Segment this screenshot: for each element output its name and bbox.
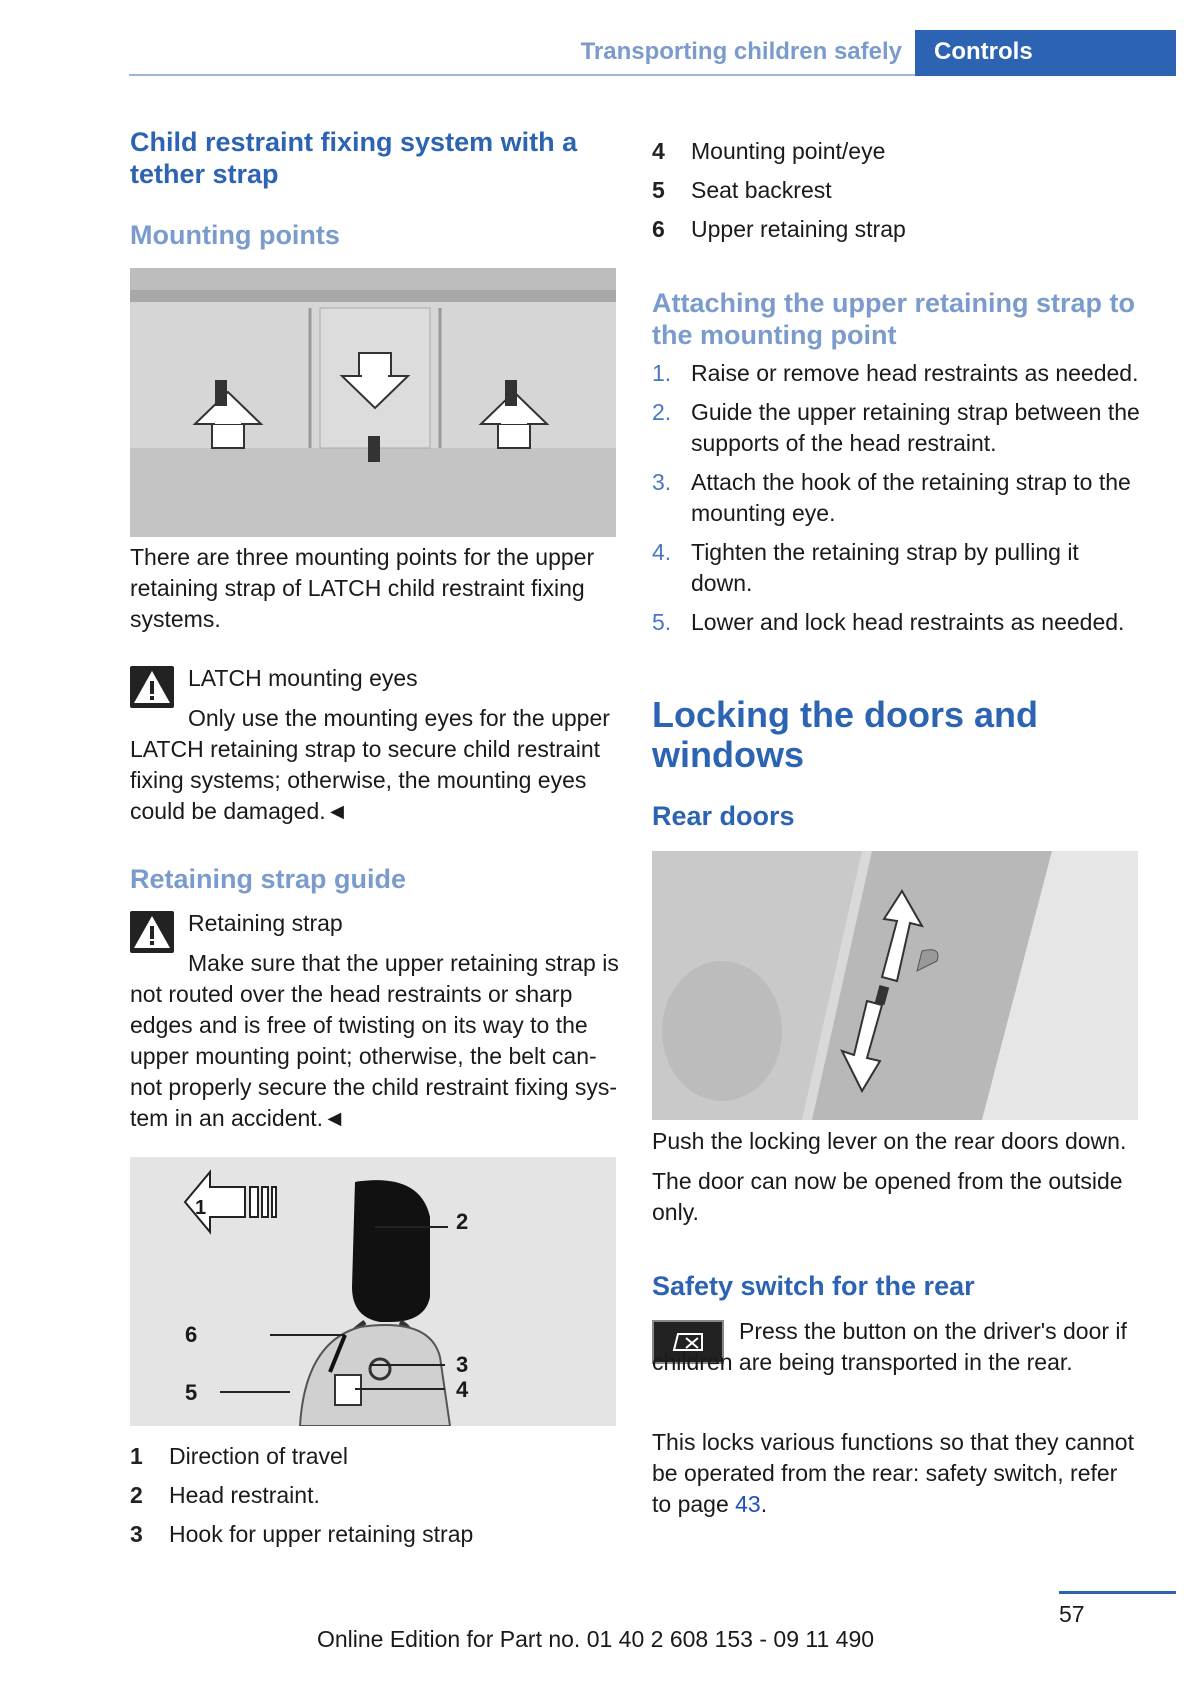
- footer-rule: [1059, 1591, 1176, 1594]
- page-number: 57: [1059, 1601, 1085, 1627]
- section-title: Child restraint fixing system with a tether strap: [130, 127, 578, 189]
- page-reference-link[interactable]: 43: [735, 1491, 761, 1517]
- figure-label-4: 4: [456, 1377, 469, 1402]
- safety-switch-heading: Safety switch for the rear: [652, 1271, 975, 1301]
- header-rule: [129, 74, 916, 76]
- list-item: 5. Lower and lock head restraints as needed.: [652, 609, 1125, 635]
- warning-strap-body: Make sure that the upper retaining strap is not routed over the head restraints or sharp edges and is free of twisting on its way to the upper mounting point; otherwise, the belt can-not properly secure the child restraint fixing sys-tem in an accident.◄: [130, 950, 619, 1131]
- header-section-title: Transporting children safely: [580, 38, 902, 65]
- list-item: 2 Head restraint.: [130, 1482, 320, 1508]
- legend-list-right: [652, 136, 1142, 253]
- list-item: 5 Seat backrest: [652, 177, 832, 203]
- safety-switch-text: Press the button on the driver's door if children are being transported in the rear.: [652, 1318, 1127, 1375]
- mounting-points-heading: Mounting points: [130, 220, 340, 250]
- figure-label-3: 3: [456, 1352, 469, 1377]
- attach-steps-list: [652, 358, 1142, 646]
- list-item: 6 Upper retaining strap: [652, 216, 906, 242]
- warning-latch-title: LATCH mounting eyes: [188, 665, 418, 691]
- retaining-strap-guide-heading: Retaining strap guide: [130, 864, 407, 894]
- list-item: 1 Direction of travel: [130, 1443, 348, 1469]
- list-item: 4. Tighten the retaining strap by pulling it down.: [652, 539, 1079, 596]
- safety-locks-text: This locks various functions so that they cannot be operated from the rear: safety switch, refer to page 43.: [652, 1429, 1134, 1517]
- warning-icon: [130, 666, 174, 708]
- warning-strap-title: Retaining strap: [188, 910, 343, 936]
- warning-icon: [130, 911, 174, 953]
- rear-door-figure: [652, 851, 1138, 1120]
- footer-edition: Online Edition for Part no. 01 40 2 608 153 - 09 11 490: [316, 1626, 875, 1652]
- mounting-points-text: There are three mounting points for the upper retaining strap of LATCH child restraint fixing systems.: [130, 544, 595, 632]
- retaining-strap-figure: [130, 1157, 616, 1426]
- list-item: 3 Hook for upper retaining strap: [130, 1521, 474, 1547]
- warning-latch-body: Only use the mounting eyes for the upper LATCH retaining strap to secure child restraint fixing systems; otherwise, the mounting eyes could be damaged.◄: [130, 705, 610, 824]
- figure-label-1: 1: [195, 1197, 207, 1219]
- figure-label-2: 2: [456, 1209, 469, 1234]
- list-item: 2. Guide the upper retaining strap between the supports of the head restraint.: [652, 399, 1140, 456]
- figure-label-5: 5: [185, 1380, 198, 1405]
- list-item: 1. Raise or remove head restraints as needed.: [652, 360, 1139, 386]
- attach-strap-heading: Attaching the upper retaining strap to the mounting point: [652, 288, 1136, 350]
- header-tab-controls: Controls: [915, 30, 1176, 76]
- rear-doors-heading: Rear doors: [652, 801, 795, 831]
- list-item: 3. Attach the hook of the retaining strap to the mounting eye.: [652, 469, 1131, 526]
- figure-label-6: 6: [185, 1322, 198, 1347]
- rear-doors-text-2: The door can now be opened from the outside only.: [652, 1168, 1123, 1225]
- locking-heading: Locking the doors and windows: [652, 694, 1039, 775]
- rear-doors-text-1: Push the locking lever on the rear doors down.: [652, 1128, 1127, 1154]
- legend-list-left: [130, 1441, 616, 1558]
- list-item: 4 Mounting point/eye: [652, 138, 886, 164]
- mounting-points-figure: [130, 268, 616, 537]
